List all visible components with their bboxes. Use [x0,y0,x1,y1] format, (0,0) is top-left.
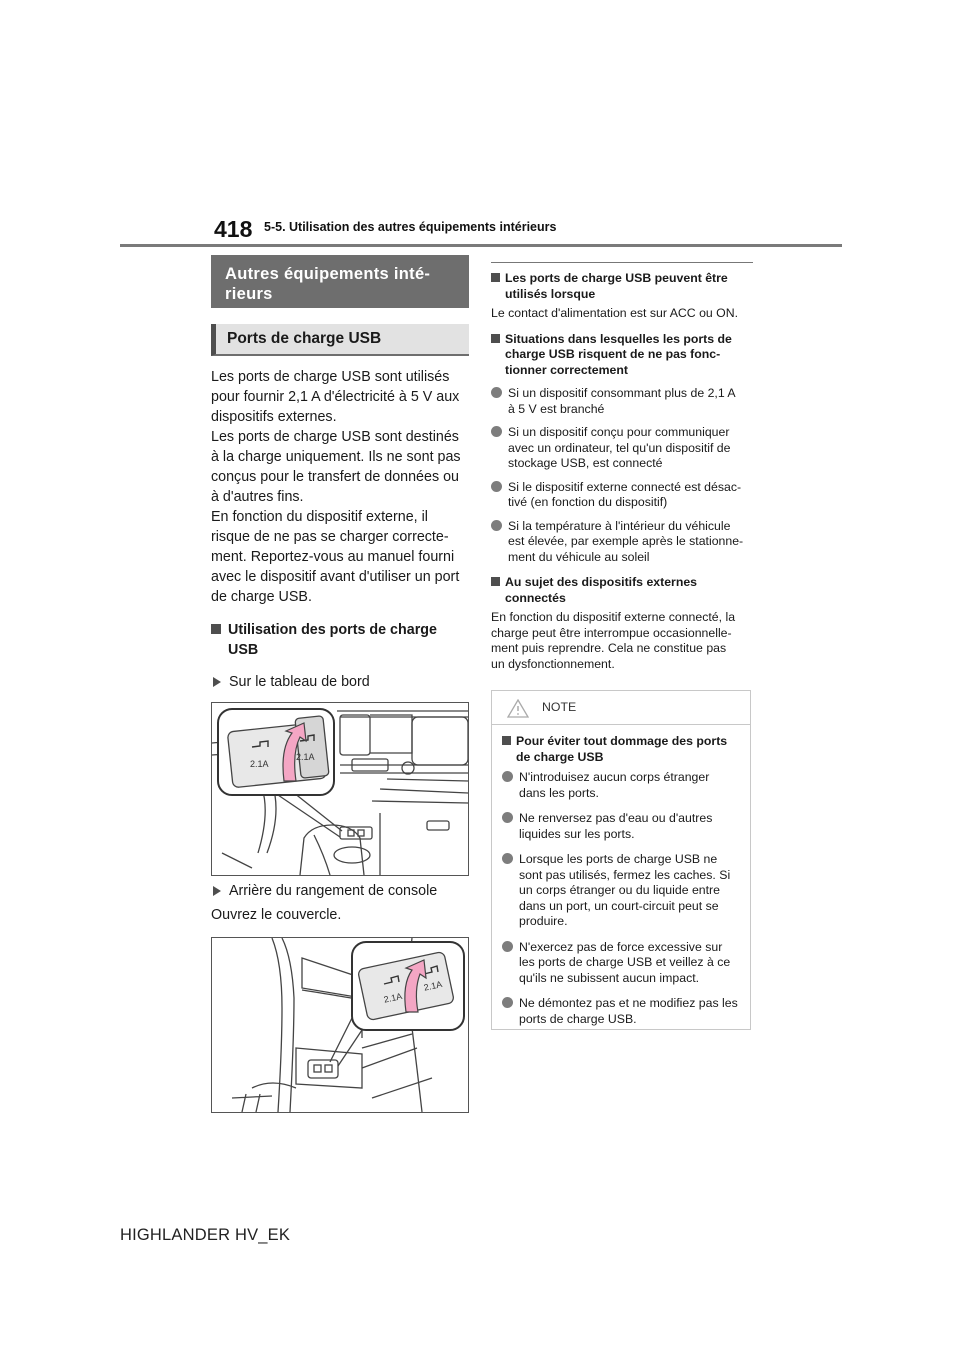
note-item [502,770,742,801]
intro-line: à d'autres fins. [211,489,304,505]
note-item [502,811,742,842]
location-dashboard-text: Sur le tableau de bord [229,674,370,690]
instruction-console: Ouvrez le couvercle. [211,907,342,923]
right-top-rule [491,262,753,302]
console-usb-drawing [212,938,468,1112]
subsection-title: Ports de charge USB [211,324,469,356]
malfunction-item [491,425,753,472]
note-heading-text: Pour éviter tout dommage des ports de charge USB [516,734,728,764]
port-label: 2.1A [382,991,404,1005]
availability-heading-text: Les ports de charge USB peuvent être utilisés lorsque [505,271,728,301]
malfunction-item-text: Si la température à l'intérieur du véhicule est élevée, par exemple après le stationne- ment du véhicule au soleil [508,518,744,564]
external-devices-heading-text: Au sujet des dispositifs externes connectés [505,575,698,605]
malfunction-item [491,386,753,417]
intro-line: dispositifs externes. [211,409,337,425]
note-item-text: N'exercez pas de force excessive sur les ports de charge USB et veillez à ce qu'ils ne subissent aucun impact. [519,939,731,985]
external-devices-text: En fonction du dispositif externe connecté, la charge peut être interrompue occasionnelle- ment puis reprendre. Cela ne constitue pas un dysfonctionnement. [491,610,736,671]
section-title: Autres équipements inté- rieurs [211,255,469,308]
usage-heading-text: Utilisation des ports de charge USB [228,622,437,658]
header-rule [120,244,842,247]
square-bullet-icon [491,273,500,282]
square-bullet-icon [502,736,511,745]
footer-model: HIGHLANDER HV_EK [120,1226,291,1244]
malfunction-item [491,480,753,511]
intro-line: Les ports de charge USB sont utilisés [211,369,450,385]
note-box [491,690,751,1030]
usage-heading [211,620,469,660]
availability-heading [491,271,753,302]
round-bullet-icon [502,941,513,952]
left-column [211,255,469,723]
dashboard-usb-illustration [211,702,469,876]
intro-line: de charge USB. [211,589,312,605]
malfunction-heading-text: Situations dans lesquelles les ports de charge USB risquent de ne pas fonc- tionner correctement [505,331,732,377]
round-bullet-icon [491,520,502,531]
intro-line: avec le dispositif avant d'utiliser un port [211,569,460,585]
round-bullet-icon [502,997,513,1008]
intro-line: pour fournir 2,1 A d'électricité à 5 V aux [211,389,460,405]
triangle-bullet-icon [213,886,221,896]
malfunction-item-text: Si un dispositif conçu pour communiquer avec un ordinateur, tel qu'un dispositif de stockage USB, est connecté [508,425,731,470]
intro-paragraph [211,367,469,607]
page-number: 418 [214,216,253,242]
intro-line: à la charge uniquement. Ils ne sont pas [211,449,461,465]
note-item [502,940,742,987]
square-bullet-icon [491,577,500,586]
note-item-text: Ne renversez pas d'eau ou d'autres liquides sur les ports. [519,811,713,841]
note-item-text: Lorsque les ports de charge USB ne sont pas utilisés, fermez les caches. Si un corps étranger ou du liquide entre dans un port, un court-circuit peut se produire. [519,852,731,928]
square-bullet-icon [211,624,221,634]
port-label: 2.1A [422,979,444,993]
location-dashboard [211,672,469,692]
console-usb-illustration [211,937,469,1113]
note-header [492,691,750,725]
round-bullet-icon [502,853,513,864]
round-bullet-icon [491,481,502,492]
note-body [502,734,742,1027]
intro-line: En fonction du dispositif externe, il [211,509,428,525]
intro-line: risque de ne pas se charger correcte- [211,529,449,545]
malfunction-item-text: Si un dispositif consommant plus de 2,1 A à 5 V est branché [508,386,736,416]
round-bullet-icon [502,771,513,782]
square-bullet-icon [491,334,500,343]
malfunction-heading [491,332,753,379]
warning-triangle-icon [507,699,529,718]
intro-line: conçus pour le transfert de données ou [211,469,459,485]
location-console [211,881,469,901]
intro-line: Les ports de charge USB sont destinés [211,429,459,445]
right-column [491,262,753,672]
port-label: 2.1A [250,759,269,769]
chapter-title: 5-5. Utilisation des autres équipements intérieurs [264,220,557,234]
note-label: NOTE [542,700,577,714]
external-devices-heading [491,575,753,606]
intro-line: ment. Reportez-vous au manuel fourni [211,549,455,565]
round-bullet-icon [491,426,502,437]
note-item [502,852,742,930]
malfunction-item-text: Si le dispositif externe connecté est désac- tivé (en fonction du dispositif) [508,479,742,509]
malfunction-item [491,519,753,566]
round-bullet-icon [502,812,513,823]
note-item-text: N'introduisez aucun corps étranger dans les ports. [519,770,710,800]
port-label: 2.1A [296,752,315,762]
dashboard-usb-drawing [212,703,468,875]
location-console-text: Arrière du rangement de console [229,883,438,899]
note-item [502,996,742,1027]
triangle-bullet-icon [213,677,221,687]
note-item-text: Ne démontez pas et ne modifiez pas les ports de charge USB. [519,996,738,1026]
round-bullet-icon [491,387,502,398]
note-heading [502,734,742,765]
availability-text: Le contact d'alimentation est sur ACC ou ON. [491,306,739,320]
